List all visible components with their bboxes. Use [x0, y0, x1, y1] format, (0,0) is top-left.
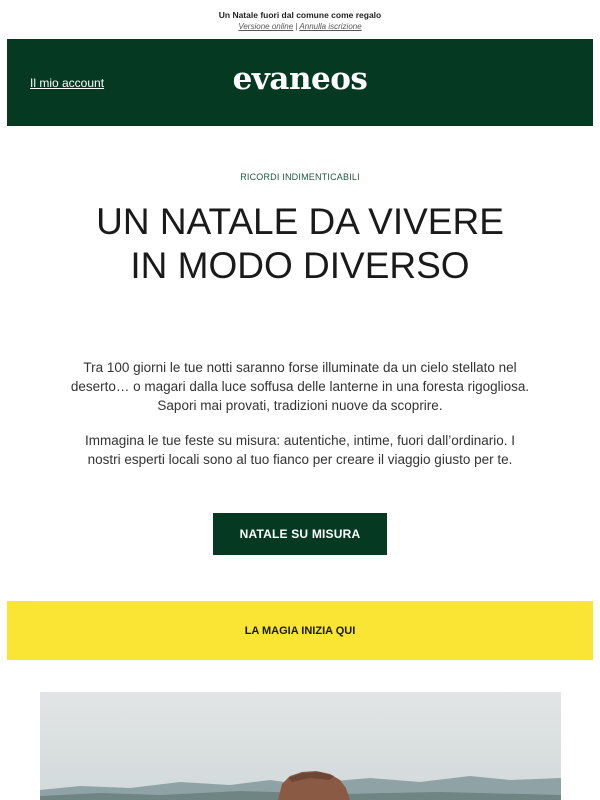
hero-image[interactable] — [40, 692, 561, 800]
intro-paragraph: Tra 100 giorni le tue notti saranno forse illuminate da un cielo stellato nel deserto… o magari dalla luce soffusa delle lanterne in una foresta rigogliosa. Sapori mai provati, tradizioni nuove da scoprire. — [70, 360, 530, 413]
preheader — [0, 9, 600, 32]
unsubscribe-link[interactable]: Annulla iscrizione — [299, 22, 362, 31]
preheader-links — [0, 21, 600, 32]
rock-landscape-image — [40, 692, 561, 800]
my-account-link[interactable]: Il mio account — [30, 76, 105, 90]
magic-banner-label: LA MAGIA INIZIA QUI — [244, 624, 356, 637]
eyebrow-label: RICORDI INDIMENTICABILI — [240, 172, 360, 182]
natale-su-misura-button[interactable]: NATALE SU MISURA — [213, 513, 387, 555]
headline-line-1: UN NATALE DA VIVERE — [96, 201, 504, 242]
magic-banner[interactable] — [7, 601, 593, 660]
header-bar — [7, 39, 593, 126]
online-version-link[interactable]: Versione online — [238, 22, 294, 31]
headline-line-2: IN MODO DIVERSO — [130, 245, 470, 286]
preheader-title: Un Natale fuori dal comune come regalo — [218, 10, 382, 20]
preheader-separator: | — [295, 22, 298, 31]
evaneos-logo[interactable]: evaneos — [232, 61, 368, 97]
headline — [0, 200, 600, 288]
experts-paragraph: Immagina le tue feste su misura: autentiche, intime, fuori dall’ordinario. I nostri esperti locali sono al tuo fianco per creare il viaggio giusto per te. — [85, 433, 515, 467]
